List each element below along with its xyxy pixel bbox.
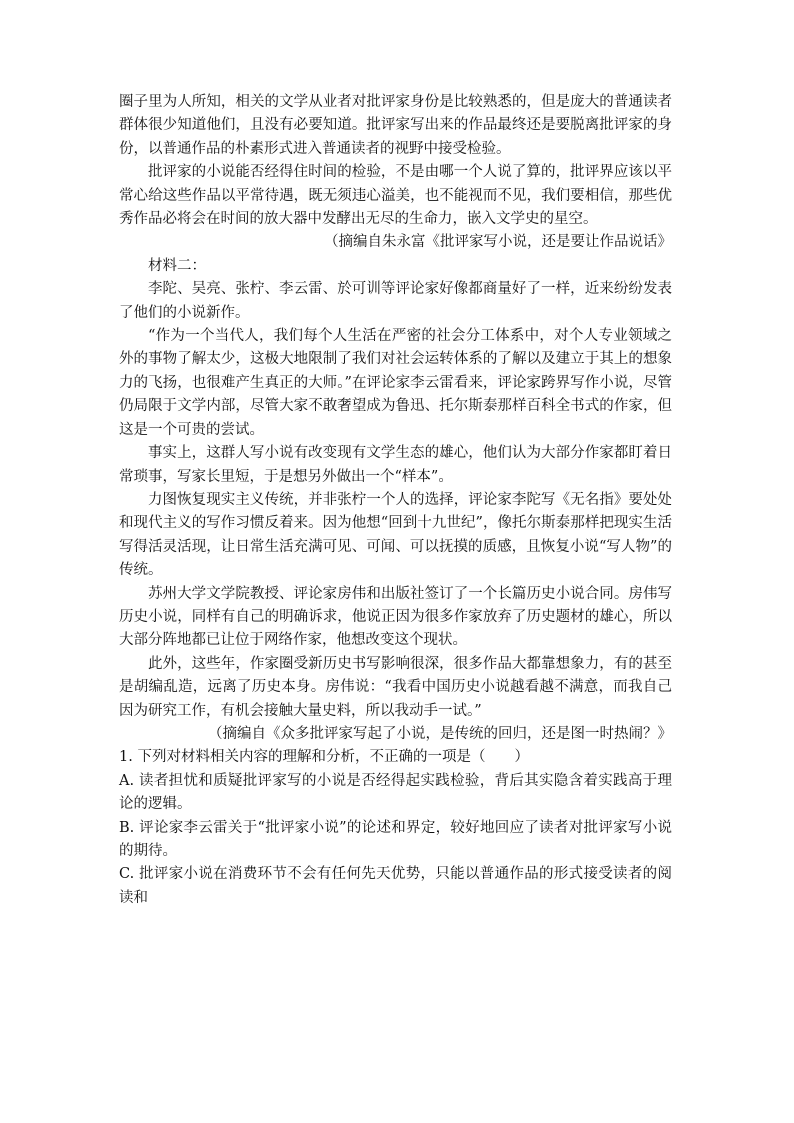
question-stem: 1. 下列对材料相关内容的理解和分析，不正确的一项是（ ） <box>119 749 529 766</box>
paragraph: 李陀、吴亮、张柠、李云雷、於可训等评论家好像都商量好了一样，近来纷纷发表了他们的小说新作。 <box>119 281 672 321</box>
paragraph: 力图恢复现实主义传统，并非张柠一个人的选择，评论家李陀写《无名指》要处处和现代主义的写作习惯反着来。因为他想“回到十九世纪”，像托尔斯泰那样把现实生活写得活灵活现，让日常生活充满可见、可闻、可以抚摸的质感，且恢复小说“写人物”的传统。 <box>119 491 672 579</box>
source-citation: （摘编自朱永富《批评家写小说，还是要让作品说话》 <box>324 234 672 251</box>
document-body <box>119 91 672 910</box>
paragraph: “作为一个当代人，我们每个人生活在严密的社会分工体系中，对个人专业领域之外的事物了解太少，这极大地限制了我们对社会运转体系的了解以及建立于其上的想象力的飞扬，也很难产生真正的大师。”在评论家李云雷看来，评论家跨界写作小说，尽管仍局限于文学内部，尽管大家不敢奢望成为鲁迅、托尔斯泰那样百科全书式的作家，但这是一个可贵的尝试。 <box>119 328 672 438</box>
paragraph: 事实上，这群人写小说有改变现有文学生态的雄心，他们认为大部分作家都盯着日常琐事，写家长里短，于是想另外做出一个“样本”。 <box>119 445 672 485</box>
paragraph: 此外，这些年，作家圈受新历史书写影响很深，很多作品大都靠想象力，有的甚至是胡编乱造，远离了历史本身。房伟说：“我看中国历史小说越看越不满意，而我自己因为研究工作，有机会接触大量史料，所以我动手一试。” <box>119 655 672 719</box>
section-heading: 材料二： <box>148 257 206 274</box>
paragraph: 圈子里为人所知，相关的文学从业者对批评家身份是比较熟悉的，但是庞大的普通读者群体很少知道他们，且没有必要知道。批评家写出来的作品最终还是要脱离批评家的身份，以普通作品的朴素形式进入普通读者的视野中接受检验。 <box>119 94 672 157</box>
answer-option-c: C. 批评家小说在消费环节不会有任何先天优势，只能以普通作品的形式接受读者的阅读和 <box>119 866 672 906</box>
source-citation: （摘编自《众多批评家写起了小说，是传统的回归，还是图一时热闹？》 <box>208 725 672 742</box>
paragraph: 批评家的小说能否经得住时间的检验，不是由哪一个人说了算的，批评界应该以平常心给这些作品以平常待遇，既无须违心溢美，也不能视而不见，我们要相信，那些优秀作品必将会在时间的放大器中发酵出无尽的生命力，嵌入文学史的星空。 <box>119 164 672 228</box>
answer-option-a: A. 读者担忧和质疑批评家写的小说是否经得起实践检验，背后其实隐含着实践高于理论的逻辑。 <box>119 772 672 813</box>
answer-option-b: B. 评论家李云雷关于“批评家小说”的论述和界定，较好地回应了读者对批评家写小说的期待。 <box>119 819 672 859</box>
paragraph: 苏州大学文学院教授、评论家房伟和出版社签订了一个长篇历史小说合同。房伟写历史小说，同样有自己的明确诉求，他说正因为很多作家放弃了历史题材的雄心，所以大部分阵地都已让位于网络作家，他想改变这个现状。 <box>119 585 672 649</box>
